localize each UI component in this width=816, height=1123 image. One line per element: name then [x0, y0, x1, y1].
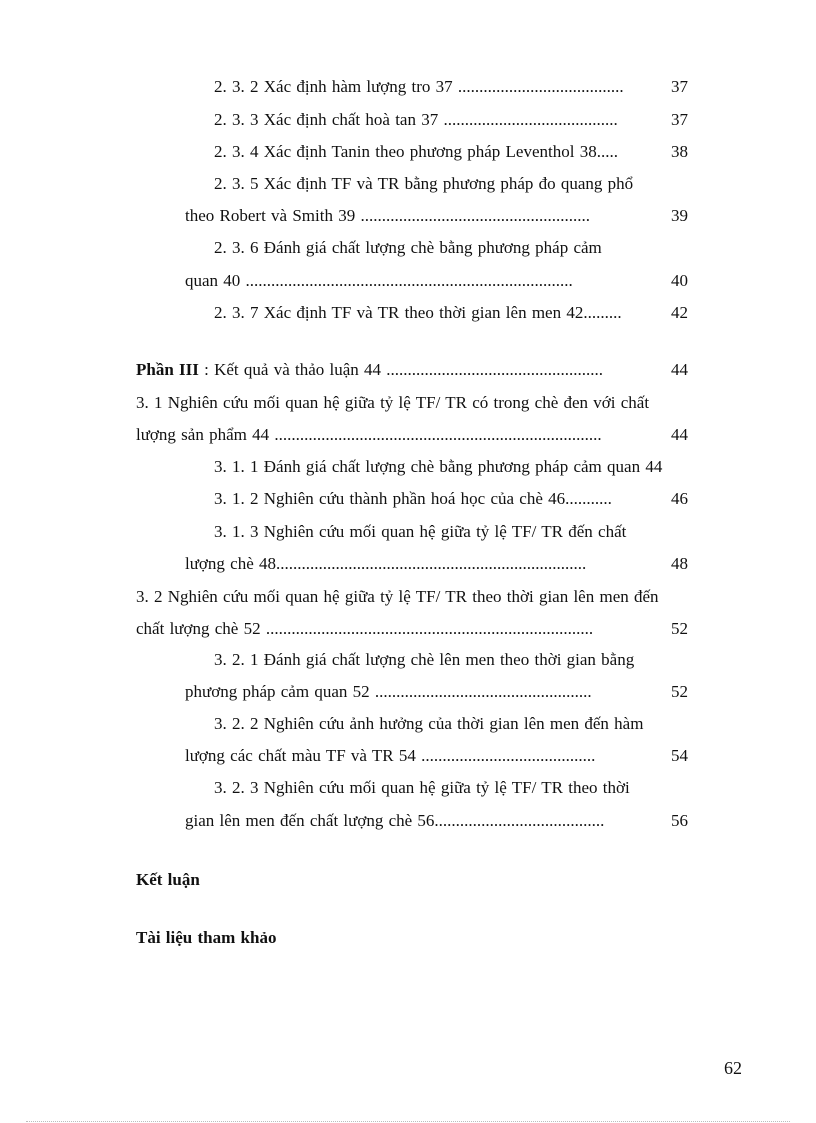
- toc-page-number: 38: [671, 142, 688, 161]
- toc-entry: 3. 2. 2 Nghiên cứu ảnh hưởng của thời gian lên men đến hàm: [214, 714, 644, 733]
- toc-entry: 3. 2. 1 Đánh giá chất lượng chè lên men theo thời gian bằng: [214, 650, 635, 669]
- toc-entry: lượng các chất màu TF và TR 54 .........................................: [185, 746, 596, 765]
- toc-entry: 3. 1 Nghiên cứu mối quan hệ giữa tỷ lệ TF/ TR có trong chè đen với chất: [136, 393, 650, 412]
- toc-page-number: 46: [671, 489, 688, 508]
- toc-page-number: 39: [671, 206, 688, 225]
- toc-page-number: 52: [671, 619, 688, 638]
- toc-page-number: 44: [671, 425, 688, 444]
- toc-entry: chất lượng chè 52 .............................................................................: [136, 619, 594, 638]
- toc-page-number: 40: [671, 271, 688, 290]
- toc-entry: lượng sản phẩm 44 .............................................................................: [136, 425, 602, 444]
- toc-conclusion-heading: Kết luận: [136, 870, 200, 889]
- toc-entry: 3. 1. 3 Nghiên cứu mối quan hệ giữa tỷ lệ TF/ TR đến chất: [214, 522, 627, 541]
- toc-entry: quan 40 .............................................................................: [185, 271, 573, 290]
- toc-entry: 3. 1. 2 Nghiên cứu thành phần hoá học của chè 46...........: [214, 489, 612, 508]
- toc-entry: 2. 3. 4 Xác định Tanin theo phương pháp Leventhol 38.....: [214, 142, 618, 161]
- toc-page-number: 37: [671, 110, 688, 129]
- toc-entry: 3. 2. 3 Nghiên cứu mối quan hệ giữa tỷ lệ TF/ TR theo thời: [214, 778, 630, 797]
- toc-page-number: 54: [671, 746, 688, 765]
- toc-entry: gian lên men đến chất lượng chè 56........................................: [185, 811, 605, 830]
- toc-entry: 2. 3. 2 Xác định hàm lượng tro 37 .......................................: [214, 77, 624, 96]
- toc-entry: 3. 2 Nghiên cứu mối quan hệ giữa tỷ lệ TF/ TR theo thời gian lên men đến: [136, 587, 659, 606]
- part-label: Phần III: [136, 360, 199, 379]
- toc-page-number: 48: [671, 554, 688, 573]
- toc-part-heading: [136, 359, 603, 381]
- toc-entry: 2. 3. 7 Xác định TF và TR theo thời gian lên men 42.........: [214, 303, 622, 322]
- toc-page-number: 52: [671, 682, 688, 701]
- toc-entry: phương pháp cảm quan 52 ...................................................: [185, 682, 592, 701]
- toc-entry: 3. 1. 1 Đánh giá chất lượng chè bằng phương pháp cảm quan 44: [214, 457, 663, 476]
- page-bottom-divider: [26, 1121, 790, 1122]
- part-title: : Kết quả và thảo luận 44 ...................................................: [198, 360, 604, 379]
- toc-page-number: 56: [671, 811, 688, 830]
- toc-entry: lượng chè 48.........................................................................: [185, 554, 587, 573]
- toc-entry: 2. 3. 3 Xác định chất hoà tan 37 .........................................: [214, 110, 618, 129]
- toc-references-heading: Tài liệu tham khảo: [136, 928, 277, 947]
- toc-entry: theo Robert và Smith 39 ......................................................: [185, 206, 590, 225]
- toc-page-number: 42: [671, 303, 688, 322]
- toc-page-number: 37: [671, 77, 688, 96]
- toc-entry: 2. 3. 6 Đánh giá chất lượng chè bằng phương pháp cảm: [214, 238, 602, 257]
- toc-entry: 2. 3. 5 Xác định TF và TR bằng phương pháp đo quang phổ: [214, 174, 634, 193]
- toc-page-number: 44: [671, 360, 688, 379]
- page-number: 62: [724, 1058, 742, 1078]
